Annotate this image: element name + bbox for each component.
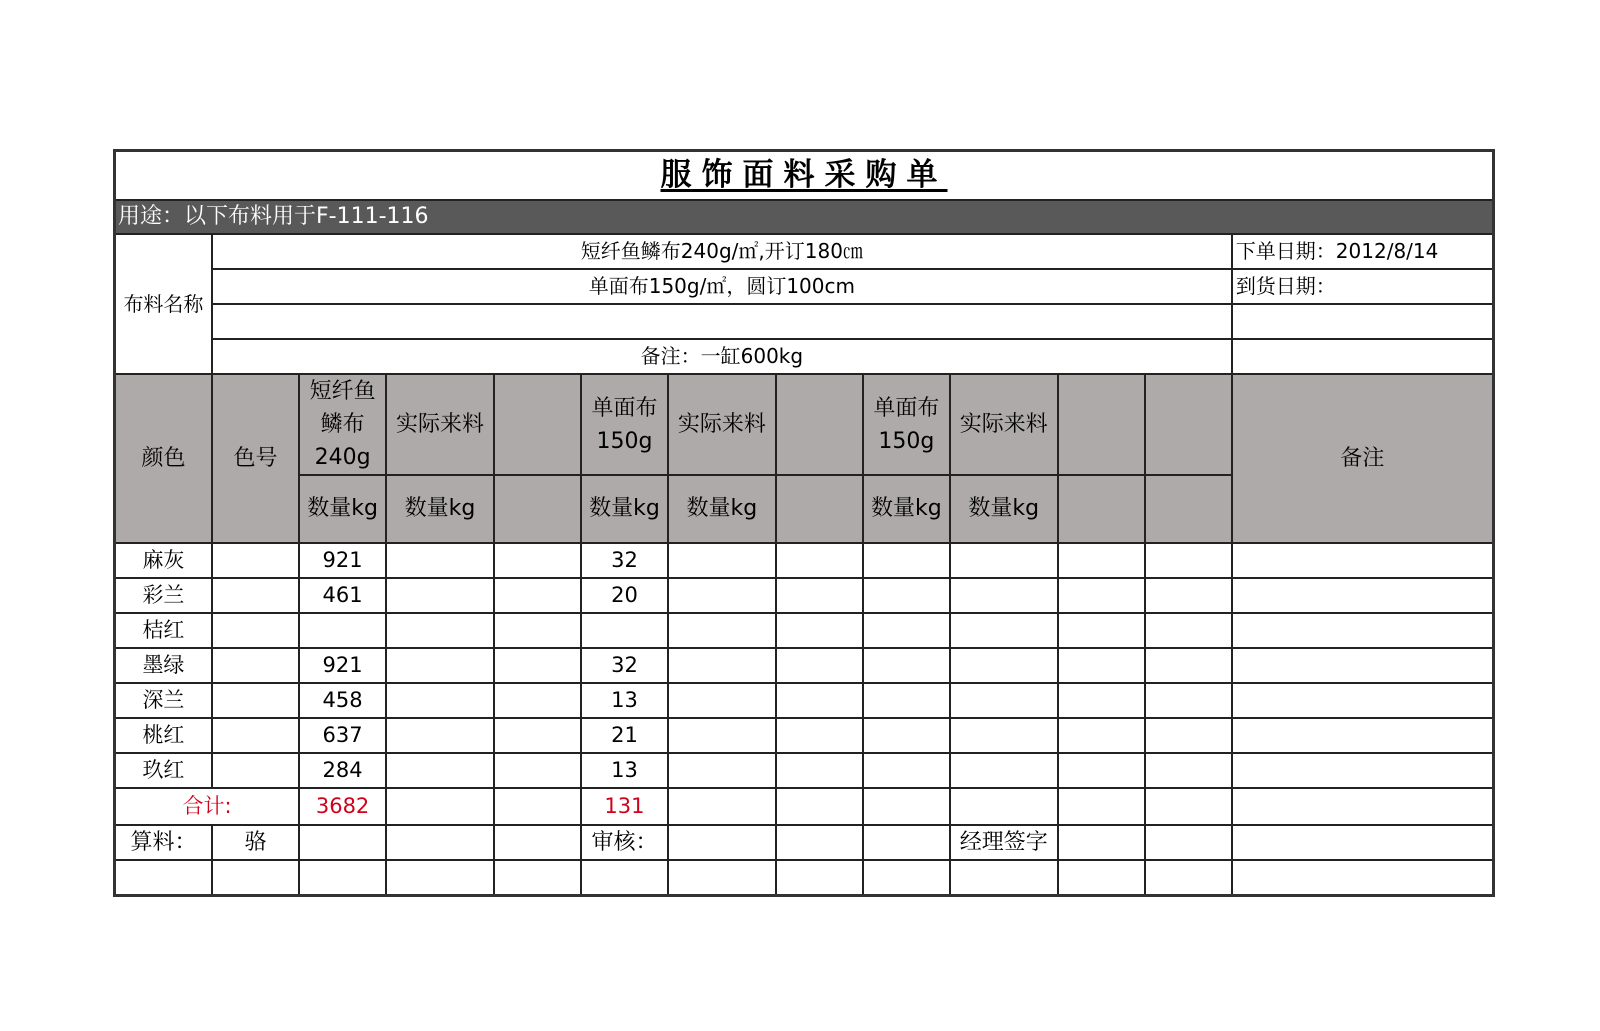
header-actual-2: 实际来料	[668, 374, 776, 475]
header-remark: 备注	[1232, 374, 1494, 543]
row-qty-1: 284	[299, 753, 386, 788]
header-color-no: 色号	[212, 374, 299, 543]
header-blank	[1145, 475, 1232, 543]
arrival-date: 到货日期：	[1232, 269, 1494, 304]
row-color: 墨绿	[115, 648, 212, 683]
manager-sign-label: 经理签字	[950, 825, 1058, 860]
header-blank	[1058, 374, 1145, 475]
header-qty: 数量kg	[299, 475, 386, 543]
row-qty-1: 458	[299, 683, 386, 718]
order-date: 下单日期：2012/8/14	[1232, 234, 1494, 269]
purchase-order-table	[113, 149, 1495, 897]
row-qty-1: 461	[299, 578, 386, 613]
row-qty-1: 921	[299, 543, 386, 578]
row-color: 桃红	[115, 718, 212, 753]
signature-row	[115, 825, 1494, 860]
review-label: 审核：	[581, 825, 668, 860]
row-color: 深兰	[115, 683, 212, 718]
header-actual-3: 实际来料	[950, 374, 1058, 475]
empty-row	[115, 860, 1494, 896]
row-qty-1	[299, 613, 386, 648]
row-qty-1: 921	[299, 648, 386, 683]
row-color: 桔红	[115, 613, 212, 648]
header-fabric-1: 短纤鱼鳞布240g	[299, 374, 386, 475]
table-row	[115, 683, 1494, 718]
row-qty-2: 13	[581, 753, 668, 788]
row-color: 麻灰	[115, 543, 212, 578]
header-qty: 数量kg	[668, 475, 776, 543]
row-qty-1: 637	[299, 718, 386, 753]
calc-label: 算料：	[115, 825, 212, 860]
table-row	[115, 543, 1494, 578]
fabric-name-label: 布料名称	[115, 234, 212, 374]
total-row	[115, 788, 1494, 825]
row-qty-2: 21	[581, 718, 668, 753]
table-row	[115, 613, 1494, 648]
header-qty: 数量kg	[950, 475, 1058, 543]
total-qty-2: 131	[581, 788, 668, 825]
table-row	[115, 753, 1494, 788]
header-fabric-3: 单面布150g	[863, 374, 950, 475]
table-row	[115, 648, 1494, 683]
row-qty-2: 20	[581, 578, 668, 613]
header-blank	[1058, 475, 1145, 543]
blank-cell	[1232, 304, 1494, 339]
table-row	[115, 718, 1494, 753]
header-blank	[494, 475, 581, 543]
header-blank	[776, 374, 863, 475]
row-qty-2: 13	[581, 683, 668, 718]
calc-value: 骆	[212, 825, 299, 860]
total-label: 合计:	[115, 788, 300, 825]
header-qty: 数量kg	[863, 475, 950, 543]
purpose-bar: 用途：以下布料用于F-111-116	[115, 200, 1494, 234]
fabric-line-3	[212, 304, 1232, 339]
header-blank	[1145, 374, 1232, 475]
fabric-line-1: 短纤鱼鳞布240g/㎡,开订180㎝	[212, 234, 1232, 269]
blank-cell	[1232, 339, 1494, 374]
header-blank	[494, 374, 581, 475]
header-fabric-2: 单面布150g	[581, 374, 668, 475]
row-color: 玖红	[115, 753, 212, 788]
row-qty-2: 32	[581, 648, 668, 683]
header-actual-1: 实际来料	[386, 374, 494, 475]
header-color: 颜色	[115, 374, 212, 543]
fabric-line-2: 单面布150g/㎡，圆订100cm	[212, 269, 1232, 304]
page-title: 服饰面料采购单	[115, 151, 1494, 201]
row-color: 彩兰	[115, 578, 212, 613]
row-qty-2: 32	[581, 543, 668, 578]
header-qty: 数量kg	[386, 475, 494, 543]
row-qty-2	[581, 613, 668, 648]
total-qty-1: 3682	[299, 788, 386, 825]
table-row	[115, 578, 1494, 613]
fabric-remark: 备注：一缸600kg	[212, 339, 1232, 374]
header-qty: 数量kg	[581, 475, 668, 543]
header-blank	[776, 475, 863, 543]
